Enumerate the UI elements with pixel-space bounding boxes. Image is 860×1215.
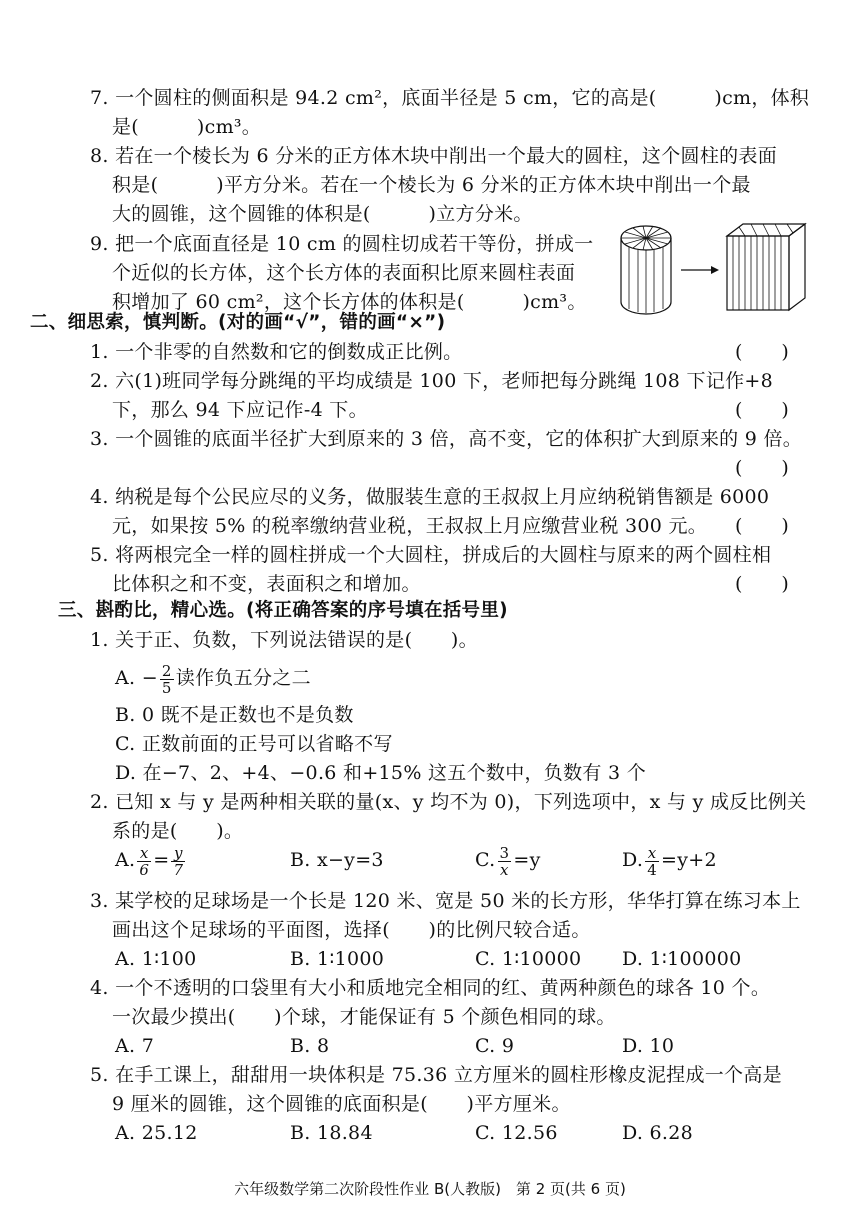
choice-q4-option-d[interactable]: D. 10 [622, 1035, 675, 1057]
judge-item-4-line1: 4. 纳税是每个公民应尽的义务，做服装生意的王叔叔上月应纳税销售额是 6000 [90, 486, 770, 508]
section3-title: 三、斟酌比，精心选。(将正确答案的序号填在括号里) [58, 600, 508, 621]
choice-q5-option-d[interactable]: D. 6.28 [622, 1122, 694, 1144]
option-a-text: 读作负五分之二 [175, 667, 311, 689]
q8-line2: 积是( )平方分米。若在一个棱长为 6 分米的正方体木块中削出一个最 [112, 174, 751, 196]
choice-q3-option-b[interactable]: B. 1∶1000 [290, 948, 385, 970]
fraction-3-over-x: $\frac{3}{x}$ [499, 843, 510, 879]
choice-q1-option-c[interactable]: C. 正数前面的正号可以省略不写 [115, 733, 393, 755]
choice-q2-option-a[interactable]: A. $\frac{x}{6}$ = $\frac{y}{7}$ [115, 843, 184, 879]
option-c-label: C. [475, 849, 496, 871]
choice-q4-option-b[interactable]: B. 8 [290, 1035, 330, 1057]
choice-q3-option-c[interactable]: C. 1∶10000 [475, 948, 582, 970]
choice-q3-line1: 3. 某学校的足球场是一个长是 120 米、宽是 50 米的长方形，华华打算在练习本上 [90, 890, 801, 912]
q9-line2: 个近似的长方体，这个长方体的表面积比原来圆柱表面 [112, 262, 576, 284]
choice-q3-option-d[interactable]: D. 1∶100000 [622, 948, 742, 970]
choice-q1-option-d[interactable]: D. 在−7、2、+4、−0.6 和+15% 这五个数中，负数有 3 个 [115, 762, 647, 784]
fraction-x-over-4: $\frac{x}{4}$ [647, 843, 658, 879]
q9-line3: 积增加了 60 cm²，这个长方体的体积是( )cm³。 [112, 291, 587, 313]
section2-title: 二、细思索，慎判断。(对的画“√”，错的画“×”) [30, 312, 446, 333]
cylinder-icon [621, 226, 671, 314]
judge-item-2-line1: 2. 六(1)班同学每分跳绳的平均成绩是 100 下，老师把每分跳绳 108 下记作+8 [90, 370, 773, 392]
q8-line1: 8. 若在一个棱长为 6 分米的正方体木块中削出一个最大的圆柱，这个圆柱的表面 [90, 145, 778, 167]
q7-line2: 是( )cm³。 [112, 116, 262, 138]
option-d-label: D. [622, 849, 644, 871]
q9-line1: 9. 把一个底面直径是 10 cm 的圆柱切成若干等份，拼成一 [90, 233, 594, 255]
option-a-label: A. [115, 849, 136, 871]
fraction-denominator: 5 [161, 678, 172, 697]
choice-q5-line2: 9 厘米的圆锥，这个圆锥的底面积是( )平方厘米。 [112, 1093, 571, 1115]
judge-answer-paren-4[interactable]: ( ) [735, 515, 790, 537]
choice-q2-line1: 2. 已知 x 与 y 是两种相关联的量(x、y 均不为 0)，下列选项中，x 与 y 成反比例关 [90, 791, 807, 813]
choice-q1-stem: 1. 关于正、负数，下列说法错误的是( )。 [90, 629, 478, 651]
choice-q4-option-a[interactable]: A. 7 [115, 1035, 155, 1057]
choice-q2-line2: 系的是( )。 [112, 820, 244, 842]
judge-item-4-line2: 元，如果按 5% 的税率缴纳营业税，王叔叔上月应缴营业税 300 元。 [112, 515, 708, 537]
fraction-two-fifths [160, 663, 174, 696]
choice-q3-line2: 画出这个足球场的平面图，选择( )的比例尺较合适。 [112, 919, 591, 941]
choice-q5-option-b[interactable]: B. 18.84 [290, 1122, 373, 1144]
option-a-label: A. − [115, 667, 158, 689]
page-footer: 六年级数学第二次阶段性作业 B(人教版) 第 2 页(共 6 页) [234, 1180, 626, 1198]
q7-line1: 7. 一个圆柱的侧面积是 94.2 cm²，底面半径是 5 cm，它的高是( )cm，体积 [90, 87, 810, 109]
judge-item-5-line1: 5. 将两根完全一样的圆柱拼成一个大圆柱，拼成后的大圆柱与原来的两个圆柱相 [90, 544, 772, 566]
choice-q4-line1: 4. 一个不透明的口袋里有大小和质地完全相同的红、黄两种颜色的球各 10 个。 [90, 977, 771, 999]
fraction-y-over-7: $\frac{y}{7}$ [173, 843, 184, 879]
fraction-x-over-6: $\frac{x}{6}$ [139, 843, 150, 879]
q8-line3: 大的圆锥，这个圆锥的体积是( )立方分米。 [112, 203, 533, 225]
judge-answer-paren-3[interactable]: ( ) [735, 457, 790, 479]
choice-q5-option-a[interactable]: A. 25.12 [115, 1122, 198, 1144]
judge-item-5-line2: 比体积之和不变，表面积之和增加。 [112, 573, 421, 595]
judge-answer-paren-1[interactable]: ( ) [735, 341, 790, 363]
choice-q5-line1: 5. 在手工课上，甜甜用一块体积是 75.36 立方厘米的圆柱形橡皮泥捏成一个高是 [90, 1064, 782, 1086]
choice-q4-option-c[interactable]: C. 9 [475, 1035, 515, 1057]
choice-q1-option-b[interactable]: B. 0 既不是正数也不是负数 [115, 704, 354, 726]
choice-q4-line2: 一次最少摸出( )个球，才能保证有 5 个颜色相同的球。 [112, 1006, 616, 1028]
judge-item-2-line2: 下，那么 94 下应记作-4 下。 [112, 399, 368, 421]
choice-q2-option-c[interactable]: C. $\frac{3}{x}$ =y [475, 843, 541, 879]
judge-answer-paren-2[interactable]: ( ) [735, 399, 790, 421]
cuboid-icon [727, 224, 805, 310]
judge-item-3: 3. 一个圆锥的底面半径扩大到原来的 3 倍，高不变，它的体积扩大到原来的 9 倍。 [90, 428, 803, 450]
judge-answer-paren-5[interactable]: ( ) [735, 573, 790, 595]
choice-q3-option-a[interactable]: A. 1∶100 [115, 948, 197, 970]
choice-q2-option-d[interactable]: D. $\frac{x}{4}$ =y+2 [622, 843, 717, 879]
choice-q1-option-a[interactable] [115, 658, 311, 698]
choice-q5-option-c[interactable]: C. 12.56 [475, 1122, 558, 1144]
cylinder-to-cuboid-figure [615, 218, 815, 318]
judge-item-1: 1. 一个非零的自然数和它的倒数成正比例。 [90, 341, 463, 363]
arrow-right-icon [681, 266, 719, 274]
choice-q2-option-b[interactable]: B. x−y=3 [290, 849, 384, 871]
fraction-numerator: 2 [161, 661, 172, 680]
